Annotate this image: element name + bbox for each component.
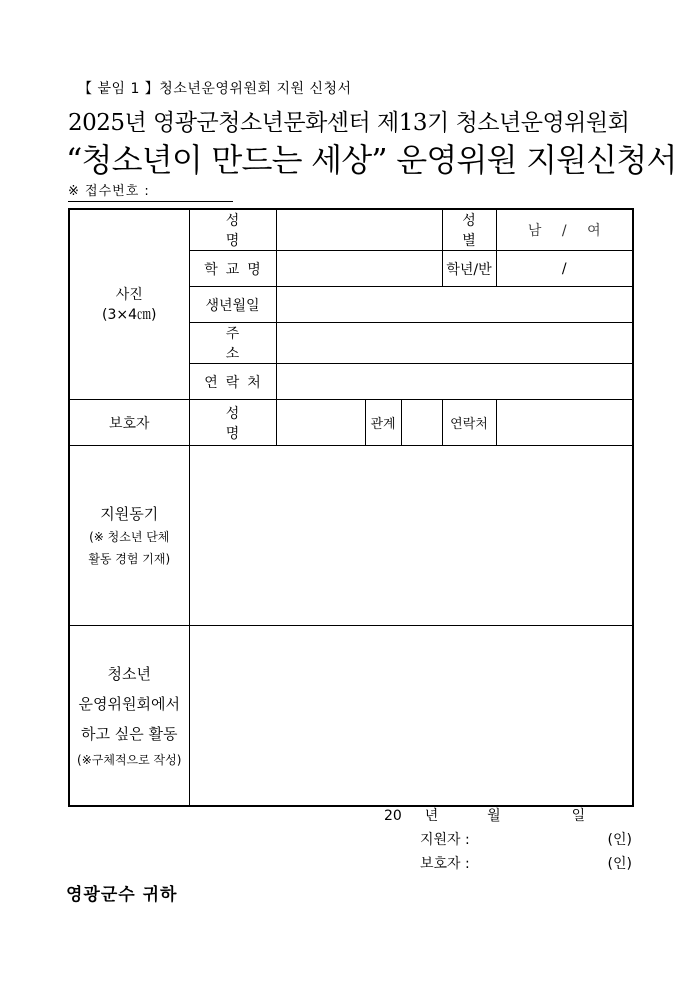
motive-textarea[interactable] bbox=[189, 446, 633, 626]
application-form-table bbox=[68, 208, 634, 807]
date-month-unit: 월 bbox=[487, 808, 501, 824]
photo-box[interactable] bbox=[69, 209, 189, 400]
relation-input[interactable] bbox=[401, 400, 442, 446]
activity-note: (※구체적으로 작성) bbox=[77, 753, 182, 768]
motive-title: 지원동기 bbox=[100, 504, 159, 523]
activity-line-3: 하고 싶은 활동 bbox=[81, 725, 178, 744]
date-day-unit: 일 bbox=[571, 808, 586, 824]
grade-class-input[interactable]: / bbox=[496, 251, 633, 287]
motive-note-1: (※ 청소년 단체 bbox=[89, 529, 170, 544]
guardian-contact-input[interactable] bbox=[496, 400, 633, 446]
guardian-name-label: 성 명 bbox=[189, 400, 276, 446]
gender-select[interactable]: 남 / 여 bbox=[496, 209, 633, 251]
applicant-seal: (인) bbox=[607, 832, 632, 848]
grade-class-label: 학년/반 bbox=[442, 251, 496, 287]
motive-note-2: 활동 경험 기재) bbox=[88, 551, 171, 566]
school-label: 학교명 bbox=[189, 251, 276, 287]
contact-label: 연락처 bbox=[189, 364, 276, 400]
gender-label: 성 별 bbox=[442, 209, 496, 251]
activity-label-cell bbox=[69, 626, 189, 806]
photo-size: (3×4㎝) bbox=[102, 306, 157, 323]
date-year-unit: 년 bbox=[424, 808, 439, 824]
name-input[interactable] bbox=[276, 209, 442, 251]
guardian-name-input[interactable] bbox=[276, 400, 365, 446]
guardian-sign-label: 보호자 : bbox=[420, 856, 470, 872]
activity-textarea[interactable] bbox=[189, 626, 633, 806]
contact-input[interactable] bbox=[276, 364, 633, 400]
name-label: 성 명 bbox=[189, 209, 276, 251]
activity-line-2: 운영위원회에서 bbox=[78, 695, 180, 714]
address-label: 주 소 bbox=[189, 323, 276, 364]
guardian-label: 보호자 bbox=[69, 400, 189, 446]
attachment-label: 【 붙임 1 】청소년운영위원회 지원 신청서 bbox=[78, 81, 352, 97]
photo-label: 사진 bbox=[115, 286, 143, 303]
birth-label: 생년월일 bbox=[189, 287, 276, 323]
address-input[interactable] bbox=[276, 323, 633, 364]
addressee: 영광군수 귀하 bbox=[66, 885, 178, 905]
title-line-1: 2025년 영광군청소년문화센터 제13기 청소년운영위원회 bbox=[68, 110, 630, 136]
applicant-label: 지원자 : bbox=[420, 832, 470, 848]
receipt-number-field[interactable]: ※ 접수번호 : bbox=[68, 180, 233, 202]
date-year[interactable]: 20 bbox=[384, 808, 402, 824]
title-line-2: “청소년이 만드는 세상” 운영위원 지원신청서 bbox=[66, 141, 677, 179]
school-input[interactable] bbox=[276, 251, 442, 287]
guardian-seal: (인) bbox=[607, 856, 632, 872]
applicant-signature-row[interactable] bbox=[420, 829, 632, 849]
date-line bbox=[384, 805, 585, 825]
guardian-signature-row[interactable] bbox=[420, 853, 632, 873]
guardian-contact-label: 연락처 bbox=[442, 400, 496, 446]
relation-label: 관계 bbox=[365, 400, 401, 446]
birth-input[interactable] bbox=[276, 287, 633, 323]
motive-label-cell bbox=[69, 446, 189, 626]
activity-line-1: 청소년 bbox=[107, 665, 151, 684]
